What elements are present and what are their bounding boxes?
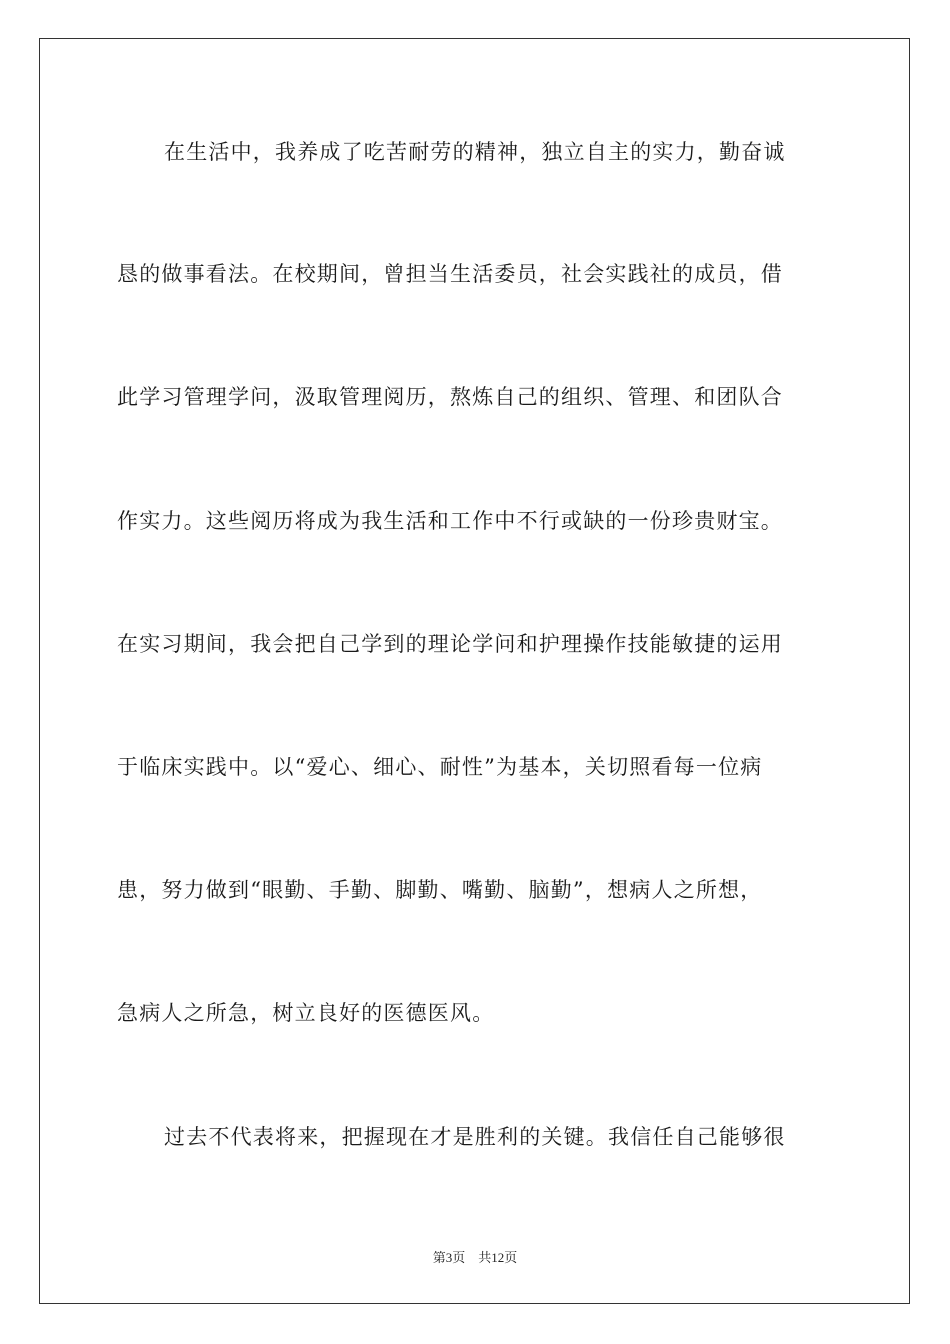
page-footer [0,1247,950,1266]
paragraph-line-9: 过去不代表将来，把握现在才是胜利的关键。我信任自己能够很 [164,1125,786,1149]
paragraph-line-3: 此学习管理学问，汲取管理阅历，熬炼自己的组织、管理、和团队合 [117,385,783,409]
paragraph-line-4: 作实力。这些阅历将成为我生活和工作中不行或缺的一份珍贵财宝。 [117,509,783,533]
paragraph-line-7: 患，努力做到“眼勤、手勤、脚勤、嘴勤、脑勤”，想病人之所想， [117,878,763,902]
page-frame [39,38,910,1304]
page-total: 共12页 [478,1250,518,1265]
paragraph-line-5: 在实习期间，我会把自己学到的理论学问和护理操作技能敏捷的运用 [117,632,783,656]
paragraph-line-2: 恳的做事看法。在校期间，曾担当生活委员，社会实践社的成员，借 [117,262,783,286]
paragraph-line-6: 于临床实践中。以“爱心、细心、耐性”为基本，关切照看每一位病 [117,755,763,779]
paragraph-line-8: 急病人之所急，树立良好的医德医风。 [117,1001,495,1025]
paragraph-line-1: 在生活中，我养成了吃苦耐劳的精神，独立自主的实力，勤奋诚 [164,140,786,164]
page-number: 第3页 [432,1250,466,1265]
